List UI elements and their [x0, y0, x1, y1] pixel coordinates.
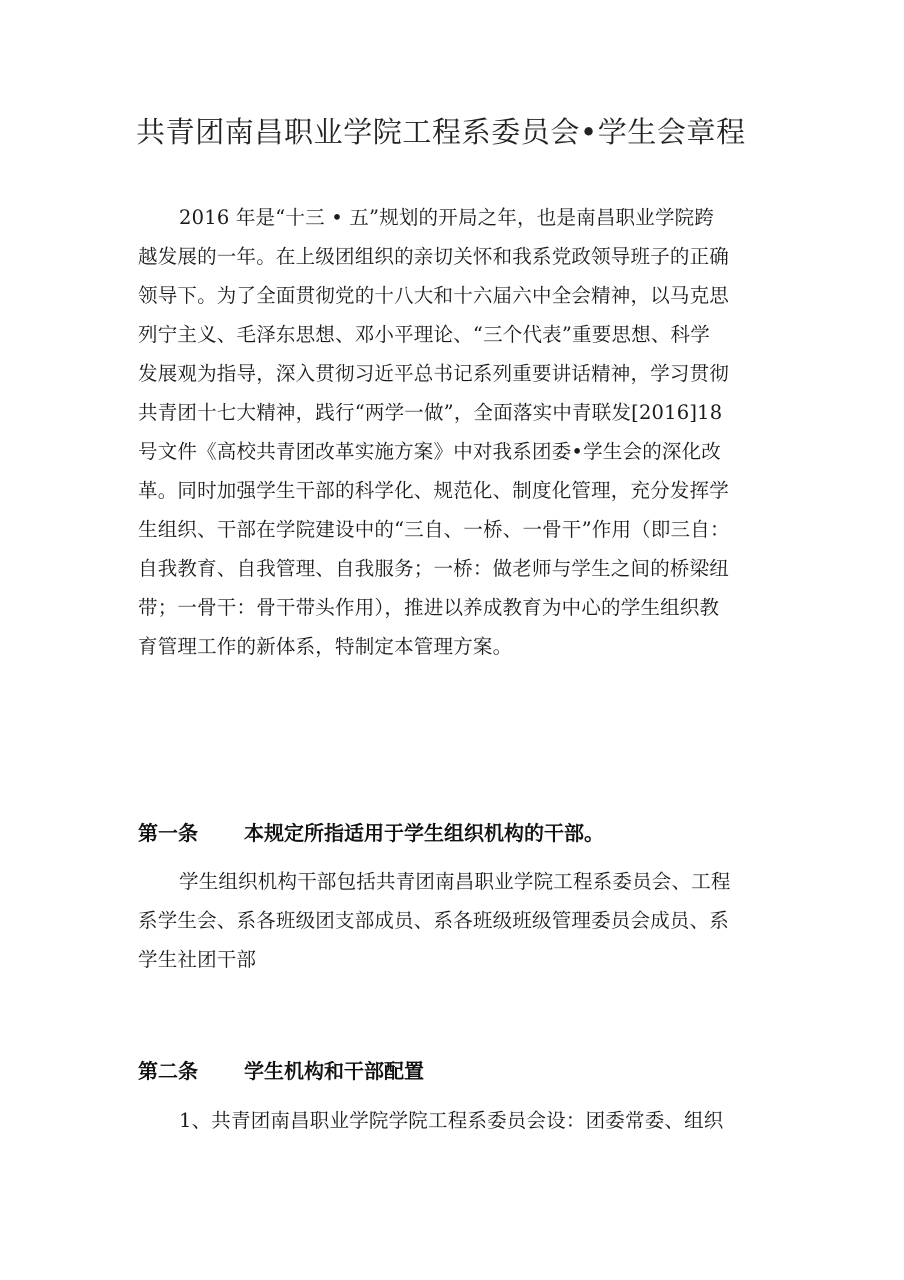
article-1-body	[138, 862, 778, 979]
intro-line: 共青团十七大精神，践行“两学一做”，全面落实中青联发[2016]18	[138, 401, 723, 424]
intro-line: 自我教育、自我管理、自我服务；一桥：做老师与学生之间的桥梁纽	[138, 557, 730, 580]
intro-line: 发展观为指导，深入贯彻习近平总书记系列重要讲话精神，学习贯彻	[138, 362, 730, 385]
intro-line: 越发展的一年。在上级团组织的亲切关怀和我系党政领导班子的正确	[138, 245, 730, 268]
intro-line: 2016 年是“十三 • 五”规划的开局之年，也是南昌职业学院跨	[179, 206, 715, 229]
intro-line: 革。同时加强学生干部的科学化、规范化、制度化管理，充分发挥学	[138, 479, 730, 502]
article-1-line: 学生组织机构干部包括共青团南昌职业学院工程系委员会、工程	[179, 870, 731, 893]
document-title: 共青团南昌职业学院工程系委员会•学生会章程	[136, 115, 746, 149]
article-2-title: 学生机构和干部配置	[244, 1059, 424, 1083]
article-1-title: 本规定所指适用于学生组织机构的干部。	[244, 821, 604, 845]
article-1-number: 第一条	[138, 821, 198, 845]
article-1-heading	[138, 818, 604, 848]
article-2-heading	[138, 1056, 424, 1086]
intro-line: 领导下。为了全面贯彻党的十八大和十六届六中全会精神，以马克思	[138, 284, 730, 307]
intro-paragraph	[138, 198, 778, 666]
intro-line: 列宁主义、毛泽东思想、邓小平理论、“三个代表”重要思想、科学	[138, 323, 710, 346]
intro-line: 号文件《高校共青团改革实施方案》中对我系团委•学生会的深化改	[138, 440, 722, 463]
intro-line: 育管理工作的新体系，特制定本管理方案。	[138, 635, 513, 658]
intro-line: 生组织、干部在学院建设中的“三自、一桥、一骨干”作用（即三自：	[138, 518, 730, 541]
intro-line: 带；一骨干：骨干带头作用），推进以养成教育为中心的学生组织教	[138, 596, 720, 619]
article-1-line: 学生社团干部	[138, 948, 257, 971]
article-2-line: 1、共青团南昌职业学院学院工程系委员会设：团委常委、组织	[179, 1109, 724, 1132]
article-2-number: 第二条	[138, 1059, 198, 1083]
article-1-line: 系学生会、系各班级团支部成员、系各班级班级管理委员会成员、系	[138, 909, 730, 932]
article-2-body	[138, 1101, 778, 1140]
